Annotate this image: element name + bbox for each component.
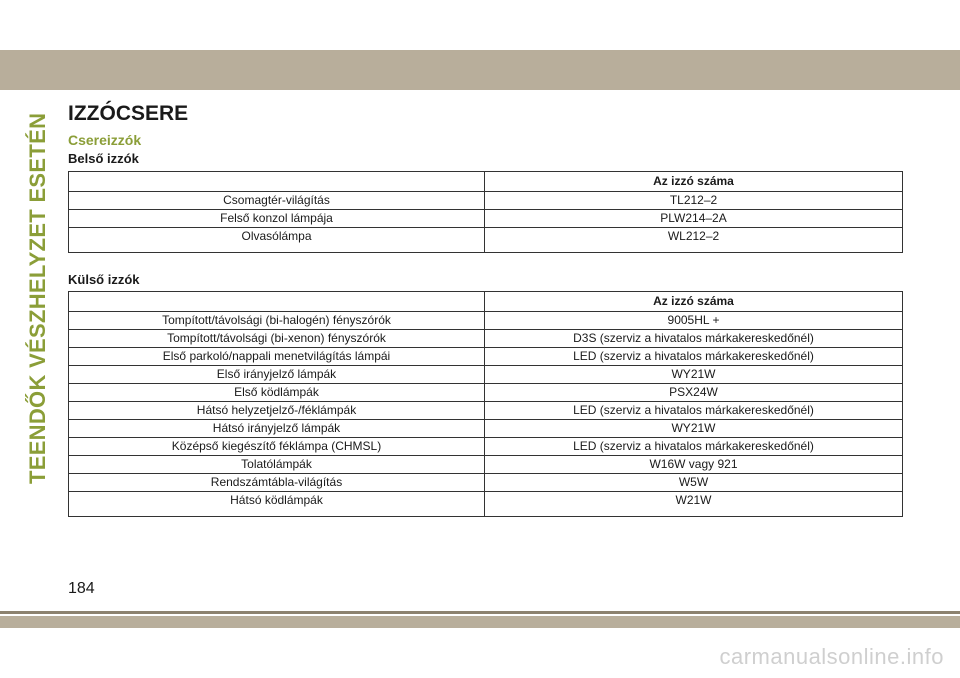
bulb-number-cell: D3S (szerviz a hivatalos márkakereskedőnél): [485, 330, 903, 348]
bulb-location-cell: Hátsó helyzetjelző-/féklámpák: [69, 402, 485, 420]
side-section-label: TEENDŐK VÉSZHELYZET ESETÉN: [25, 112, 50, 484]
table-row: [69, 366, 903, 384]
bulb-number-cell: WL212–2: [485, 228, 903, 253]
footer-line: [0, 611, 960, 614]
bulb-number-cell: 9005HL +: [485, 312, 903, 330]
table-row: [69, 210, 903, 228]
table-row: [69, 312, 903, 330]
watermark-text: carmanualsonline.info: [719, 644, 944, 669]
bulb-number-cell: W21W: [485, 492, 903, 517]
header-band: [0, 50, 960, 90]
table-row: [69, 330, 903, 348]
bulb-location-cell: Első parkoló/nappali menetvilágítás lámpái: [69, 348, 485, 366]
page-number: 184: [68, 580, 95, 597]
table-row: [69, 474, 903, 492]
bulb-location-cell: Hátsó irányjelző lámpák: [69, 420, 485, 438]
inner-bulbs-table: [68, 171, 903, 253]
bulb-location-cell: Csomagtér-világítás: [69, 192, 485, 210]
table-row: [69, 192, 903, 210]
bulb-number-cell: TL212–2: [485, 192, 903, 210]
bulb-number-cell: LED (szerviz a hivatalos márkakereskedőnél): [485, 402, 903, 420]
bulb-location-cell: Rendszámtábla-világítás: [69, 474, 485, 492]
table-header-row: [69, 292, 903, 312]
table-row: [69, 456, 903, 474]
bulb-number-cell: W5W: [485, 474, 903, 492]
table-row: [69, 402, 903, 420]
outer-table-body: [69, 312, 903, 517]
table-row: [69, 384, 903, 402]
bulb-number-cell: W16W vagy 921: [485, 456, 903, 474]
bulb-number-cell: WY21W: [485, 420, 903, 438]
header-cell-empty: [69, 172, 485, 192]
page-title: IZZÓCSERE: [68, 102, 189, 125]
bulb-location-cell: Tompított/távolsági (bi-xenon) fényszórók: [69, 330, 485, 348]
section-subtitle: Cserеizzók: [68, 132, 142, 148]
bulb-location-cell: Felső konzol lámpája: [69, 210, 485, 228]
table-row: [69, 348, 903, 366]
bulb-location-cell: Középső kiegészítő féklámpa (CHMSL): [69, 438, 485, 456]
inner-bulbs-heading: Belső izzók: [68, 151, 139, 166]
table-row: [69, 228, 903, 253]
table-row: [69, 420, 903, 438]
bulb-number-cell: PSX24W: [485, 384, 903, 402]
bulb-location-cell: Első ködlámpák: [69, 384, 485, 402]
footer-band: [0, 616, 960, 628]
bulb-number-cell: LED (szerviz a hivatalos márkakereskedőnél): [485, 438, 903, 456]
header-cell-bulb-number: Az izzó száma: [485, 172, 903, 192]
bulb-location-cell: Tompított/távolsági (bi-halogén) fényszórók: [69, 312, 485, 330]
bulb-number-cell: LED (szerviz a hivatalos márkakereskedőnél): [485, 348, 903, 366]
table-row: [69, 438, 903, 456]
table-header-row: [69, 172, 903, 192]
inner-table-body: [69, 192, 903, 253]
bulb-location-cell: Tolatólámpák: [69, 456, 485, 474]
bulb-location-cell: Olvasólámpa: [69, 228, 485, 253]
bulb-location-cell: Első irányjelző lámpák: [69, 366, 485, 384]
outer-bulbs-table: [68, 291, 903, 517]
header-cell-bulb-number: Az izzó száma: [485, 292, 903, 312]
table-row: [69, 492, 903, 517]
bulb-location-cell: Hátsó ködlámpák: [69, 492, 485, 517]
outer-bulbs-heading: Külső izzók: [68, 272, 140, 287]
header-cell-empty: [69, 292, 485, 312]
bulb-number-cell: WY21W: [485, 366, 903, 384]
bulb-number-cell: PLW214–2A: [485, 210, 903, 228]
